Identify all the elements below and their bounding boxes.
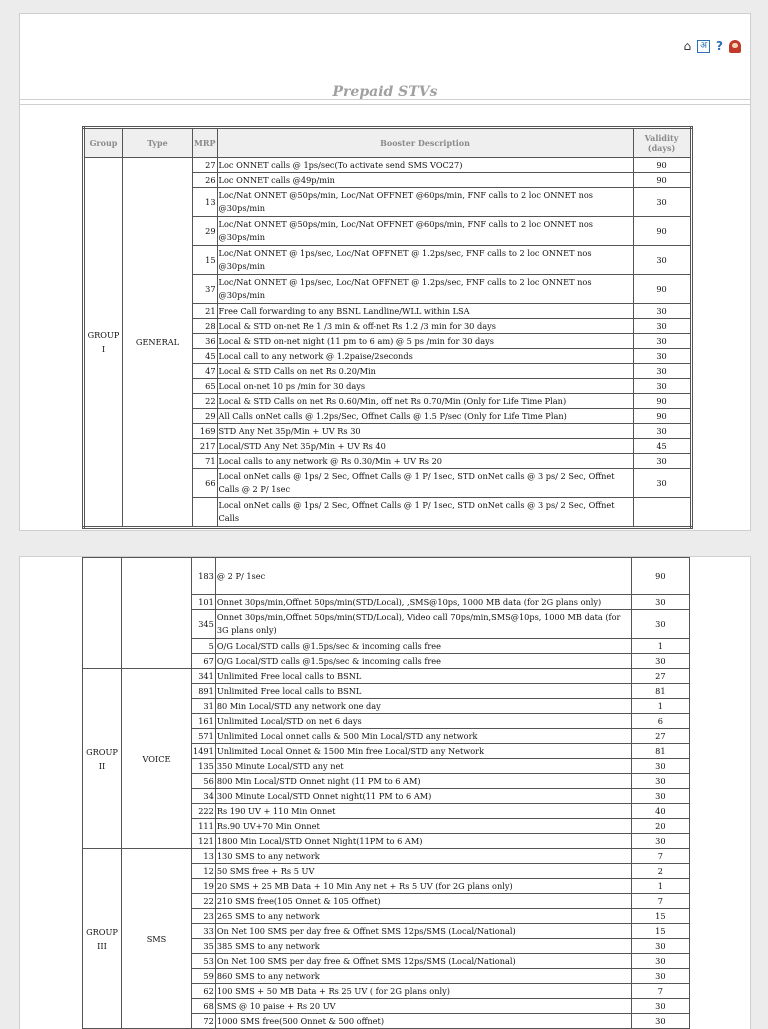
validity-cell: 30 — [631, 595, 689, 610]
page-title: Prepaid STVs — [332, 84, 438, 100]
mrp-cell: 183 — [192, 558, 216, 595]
column-header-validity: Validity (days) — [633, 128, 691, 158]
group-name-cell-continued — [83, 558, 122, 669]
mrp-cell: 47 — [193, 364, 218, 379]
description-cell: Loc/Nat ONNET @50ps/min, Loc/Nat OFFNET @60ps/min, FNF calls to 2 loc ONNET nos @30ps/min — [217, 188, 633, 217]
description-cell: @ 2 P/ 1sec — [215, 558, 631, 595]
mrp-cell: 27 — [193, 158, 218, 173]
table-row — [83, 558, 690, 595]
validity-cell: 30 — [633, 424, 691, 439]
type-cell: SMS — [122, 849, 192, 1029]
mrp-cell: 29 — [193, 217, 218, 246]
validity-cell: 90 — [633, 217, 691, 246]
mrp-cell: 34 — [192, 789, 216, 804]
validity-cell: 30 — [631, 774, 689, 789]
mrp-cell: 35 — [192, 939, 216, 954]
validity-cell: 30 — [631, 999, 689, 1014]
validity-cell: 45 — [633, 439, 691, 454]
mrp-cell: 891 — [192, 684, 216, 699]
group-name-cell: GROUP III — [83, 849, 122, 1029]
description-cell: 385 SMS to any network — [215, 939, 631, 954]
description-cell: 210 SMS free(105 Onnet & 105 Offnet) — [215, 894, 631, 909]
validity-cell: 30 — [633, 469, 691, 498]
type-cell: VOICE — [122, 669, 192, 849]
description-cell: Rs 190 UV + 110 Min Onnet — [215, 804, 631, 819]
validity-cell: 30 — [633, 319, 691, 334]
description-cell: Local call to any network @ 1.2paise/2seconds — [217, 349, 633, 364]
description-cell: 800 Min Local/STD Onnet night (11 PM to 6 AM) — [215, 774, 631, 789]
validity-cell: 30 — [633, 349, 691, 364]
validity-cell: 90 — [633, 173, 691, 188]
column-header-group: Group — [84, 128, 123, 158]
validity-cell: 30 — [631, 969, 689, 984]
mrp-cell: 66 — [193, 469, 218, 498]
validity-cell: 81 — [631, 684, 689, 699]
validity-cell: 30 — [633, 246, 691, 275]
description-cell: O/G Local/STD calls @1.5ps/sec & incoming calls free — [215, 639, 631, 654]
validity-cell: 81 — [631, 744, 689, 759]
document-page-1 — [19, 13, 751, 531]
validity-cell: 27 — [631, 729, 689, 744]
description-cell: 1800 Min Local/STD Onnet Night(11PM to 6 AM) — [215, 834, 631, 849]
validity-cell: 30 — [633, 364, 691, 379]
description-cell: Free Call forwarding to any BSNL Landline/WLL within LSA — [217, 304, 633, 319]
validity-cell: 6 — [631, 714, 689, 729]
description-cell: 50 SMS free + Rs 5 UV — [215, 864, 631, 879]
mrp-cell: 121 — [192, 834, 216, 849]
validity-cell: 15 — [631, 924, 689, 939]
description-cell: Unlimited Local/STD on net 6 days — [215, 714, 631, 729]
validity-cell: 30 — [631, 610, 689, 639]
description-cell: All Calls onNet calls @ 1.2ps/Sec, Offnet Calls @ 1.5 P/sec (Only for Life Time Plan) — [217, 409, 633, 424]
mrp-cell: 222 — [192, 804, 216, 819]
description-cell: 860 SMS to any network — [215, 969, 631, 984]
description-cell: Loc ONNET calls @ 1ps/sec(To activate send SMS VOC27) — [217, 158, 633, 173]
stv-table-continued — [82, 557, 690, 1029]
mrp-cell: 21 — [193, 304, 218, 319]
column-header-description: Booster Description — [217, 128, 633, 158]
home-icon[interactable]: ⌂ — [683, 39, 692, 53]
mrp-cell: 345 — [192, 610, 216, 639]
header-icons — [684, 39, 741, 53]
validity-cell: 90 — [631, 558, 689, 595]
mrp-cell: 45 — [193, 349, 218, 364]
mrp-cell: 28 — [193, 319, 218, 334]
mrp-cell: 36 — [193, 334, 218, 349]
mrp-cell: 29 — [193, 409, 218, 424]
validity-cell: 15 — [631, 909, 689, 924]
description-cell: Loc/Nat ONNET @50ps/min, Loc/Nat OFFNET @60ps/min, FNF calls to 2 loc ONNET nos @30ps/min — [217, 217, 633, 246]
hindi-language-icon[interactable]: अ — [697, 40, 710, 53]
validity-cell: 1 — [631, 879, 689, 894]
mrp-cell: 571 — [192, 729, 216, 744]
type-cell-continued — [122, 558, 192, 669]
validity-cell: 27 — [631, 669, 689, 684]
validity-cell: 30 — [631, 954, 689, 969]
column-header-type: Type — [123, 128, 193, 158]
description-cell: Local onNet calls @ 1ps/ 2 Sec, Offnet Calls @ 1 P/ 1sec, STD onNet calls @ 3 ps/ 2 Sec, Offnet Calls — [217, 498, 633, 528]
mrp-cell: 62 — [192, 984, 216, 999]
validity-cell: 1 — [631, 639, 689, 654]
validity-cell: 30 — [631, 759, 689, 774]
validity-cell: 40 — [631, 804, 689, 819]
validity-cell: 30 — [631, 834, 689, 849]
description-cell: Local & STD Calls on net Rs 0.60/Min, off net Rs 0.70/Min (Only for Life Time Plan) — [217, 394, 633, 409]
mrp-cell: 33 — [192, 924, 216, 939]
mrp-cell: 31 — [192, 699, 216, 714]
mrp-cell: 68 — [192, 999, 216, 1014]
validity-cell: 30 — [633, 334, 691, 349]
validity-cell: 30 — [631, 789, 689, 804]
table-row — [84, 158, 692, 173]
description-cell: 80 Min Local/STD any network one day — [215, 699, 631, 714]
description-cell: On Net 100 SMS per day free & Offnet SMS 12ps/SMS (Local/National) — [215, 924, 631, 939]
mrp-cell: 161 — [192, 714, 216, 729]
description-cell: Local & STD on-net Re 1 /3 min & off-net Rs 1.2 /3 min for 30 days — [217, 319, 633, 334]
validity-cell: 30 — [631, 939, 689, 954]
help-icon[interactable]: ? — [716, 39, 723, 53]
mrp-cell: 341 — [192, 669, 216, 684]
mrp-cell: 13 — [193, 188, 218, 217]
validity-cell: 90 — [633, 158, 691, 173]
mrp-cell: 59 — [192, 969, 216, 984]
document-page-2 — [19, 556, 751, 1029]
mrp-cell: 71 — [193, 454, 218, 469]
description-cell: 350 Minute Local/STD any net — [215, 759, 631, 774]
column-header-mrp: MRP — [193, 128, 218, 158]
description-cell: Rs.90 UV+70 Min Onnet — [215, 819, 631, 834]
description-cell: Loc/Nat ONNET @ 1ps/sec, Loc/Nat OFFNET @ 1.2ps/sec, FNF calls to 2 loc ONNET nos @30ps/min — [217, 246, 633, 275]
description-cell: SMS @ 10 paise + Rs 20 UV — [215, 999, 631, 1014]
description-cell: Loc/Nat ONNET @ 1ps/sec, Loc/Nat OFFNET @ 1.2ps/sec, FNF calls to 2 loc ONNET nos @30ps/min — [217, 275, 633, 304]
mrp-cell: 13 — [192, 849, 216, 864]
description-cell: Loc ONNET calls @49p/min — [217, 173, 633, 188]
mrp-cell: 56 — [192, 774, 216, 789]
group-name-cell: GROUP II — [83, 669, 122, 849]
description-cell: 130 SMS to any network — [215, 849, 631, 864]
mrp-cell: 26 — [193, 173, 218, 188]
mrp-cell: 15 — [193, 246, 218, 275]
validity-cell: 7 — [631, 984, 689, 999]
mrp-cell: 169 — [193, 424, 218, 439]
mrp-cell — [193, 498, 218, 528]
description-cell: 300 Minute Local/STD Onnet night(11 PM to 6 AM) — [215, 789, 631, 804]
description-cell: Local calls to any network @ Rs 0.30/Min + UV Rs 20 — [217, 454, 633, 469]
description-cell: 1000 SMS free(500 Onnet & 500 offnet) — [215, 1014, 631, 1029]
mrp-cell: 22 — [192, 894, 216, 909]
description-cell: Onnet 30ps/min,Offnet 50ps/min(STD/Local), Video call 70ps/min,SMS@10ps, 1000 MB data (for 3G plans only) — [215, 610, 631, 639]
mrp-cell: 217 — [193, 439, 218, 454]
validity-cell: 90 — [633, 275, 691, 304]
validity-cell: 90 — [633, 409, 691, 424]
validity-cell — [633, 498, 691, 528]
mrp-cell: 37 — [193, 275, 218, 304]
group-name-cell: GROUP I — [84, 158, 123, 528]
description-cell: Unlimited Free local calls to BSNL — [215, 684, 631, 699]
validity-cell: 30 — [631, 654, 689, 669]
mrp-cell: 1491 — [192, 744, 216, 759]
description-cell: 100 SMS + 50 MB Data + Rs 25 UV ( for 2G plans only) — [215, 984, 631, 999]
mrp-cell: 22 — [193, 394, 218, 409]
mrp-cell: 111 — [192, 819, 216, 834]
validity-cell: 2 — [631, 864, 689, 879]
mrp-cell: 5 — [192, 639, 216, 654]
validity-cell: 20 — [631, 819, 689, 834]
description-cell: Local/STD Any Net 35p/Min + UV Rs 40 — [217, 439, 633, 454]
description-cell: Local onNet calls @ 1ps/ 2 Sec, Offnet Calls @ 1 P/ 1sec, STD onNet calls @ 3 ps/ 2 Sec, Offnet Calls @ 2 P/ 1sec — [217, 469, 633, 498]
description-cell: On Net 100 SMS per day free & Offnet SMS 12ps/SMS (Local/National) — [215, 954, 631, 969]
mrp-cell: 135 — [192, 759, 216, 774]
mrp-cell: 67 — [192, 654, 216, 669]
mrp-cell: 65 — [193, 379, 218, 394]
stv-table — [82, 126, 693, 529]
mrp-cell: 23 — [192, 909, 216, 924]
description-cell: Local & STD on-net night (11 pm to 6 am) @ 5 ps /min for 30 days — [217, 334, 633, 349]
description-cell: Unlimited Local onnet calls & 500 Min Local/STD any network — [215, 729, 631, 744]
validity-cell: 1 — [631, 699, 689, 714]
description-cell: Local & STD Calls on net Rs 0.20/Min — [217, 364, 633, 379]
description-cell: Onnet 30ps/min,Offnet 50ps/min(STD/Local), ,SMS@10ps, 1000 MB data (for 2G plans only) — [215, 595, 631, 610]
validity-cell: 7 — [631, 849, 689, 864]
mrp-cell: 72 — [192, 1014, 216, 1029]
description-cell: Local on-net 10 ps /min for 30 days — [217, 379, 633, 394]
description-cell: STD Any Net 35p/Min + UV Rs 30 — [217, 424, 633, 439]
table-row — [83, 849, 690, 864]
description-cell: 265 SMS to any network — [215, 909, 631, 924]
validity-cell: 30 — [633, 454, 691, 469]
type-cell: GENERAL — [123, 158, 193, 528]
validity-cell: 90 — [633, 394, 691, 409]
table-row — [83, 669, 690, 684]
mrp-cell: 101 — [192, 595, 216, 610]
validity-cell: 7 — [631, 894, 689, 909]
description-cell: Unlimited Free local calls to BSNL — [215, 669, 631, 684]
mrp-cell: 19 — [192, 879, 216, 894]
divider — [20, 104, 750, 105]
description-cell: 20 SMS + 25 MB Data + 10 Min Any net + Rs 5 UV (for 2G plans only) — [215, 879, 631, 894]
table-header-row — [84, 128, 692, 158]
mrp-cell: 53 — [192, 954, 216, 969]
validity-cell: 30 — [633, 188, 691, 217]
user-icon[interactable] — [729, 40, 741, 53]
validity-cell: 30 — [633, 304, 691, 319]
description-cell: O/G Local/STD calls @1.5ps/sec & incoming calls free — [215, 654, 631, 669]
description-cell: Unlimited Local Onnet & 1500 Min free Local/STD any Network — [215, 744, 631, 759]
validity-cell: 30 — [633, 379, 691, 394]
validity-cell: 30 — [631, 1014, 689, 1029]
mrp-cell: 12 — [192, 864, 216, 879]
